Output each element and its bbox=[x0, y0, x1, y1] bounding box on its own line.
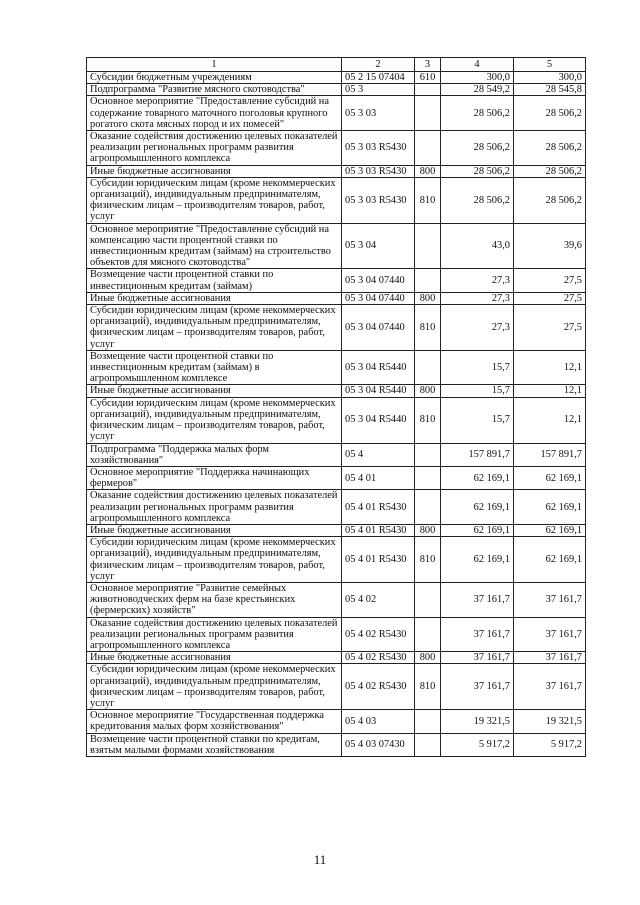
table-row bbox=[87, 177, 586, 223]
row-value-2: 28 506,2 bbox=[514, 177, 586, 223]
row-value-2: 62 169,1 bbox=[514, 490, 586, 525]
table-row bbox=[87, 664, 586, 710]
row-value-2: 12,1 bbox=[514, 397, 586, 443]
row-value-1: 62 169,1 bbox=[441, 537, 514, 583]
row-code: 05 3 04 R5440 bbox=[342, 385, 415, 397]
table-row bbox=[87, 524, 586, 536]
row-name: Оказание содействия достижению целевых показателей реализации региональных программ развития агропромышленного комплекса bbox=[87, 131, 342, 166]
row-code: 05 3 04 07440 bbox=[342, 269, 415, 292]
table-row bbox=[87, 131, 586, 166]
row-type bbox=[415, 269, 441, 292]
page-number: 11 bbox=[313, 852, 327, 867]
table-row bbox=[87, 292, 586, 304]
column-header-2: 2 bbox=[342, 58, 415, 72]
row-value-1: 62 169,1 bbox=[441, 466, 514, 489]
row-code: 05 4 03 07430 bbox=[342, 733, 415, 756]
row-code: 05 3 03 R5430 bbox=[342, 165, 415, 177]
row-type bbox=[415, 733, 441, 756]
budget-table bbox=[86, 57, 586, 757]
row-code: 05 4 bbox=[342, 443, 415, 466]
table-row bbox=[87, 269, 586, 292]
row-value-1: 27,3 bbox=[441, 269, 514, 292]
row-type: 800 bbox=[415, 165, 441, 177]
row-code: 05 3 bbox=[342, 84, 415, 96]
row-value-2: 37 161,7 bbox=[514, 652, 586, 664]
row-name: Основное мероприятие "Предоставление субсидий на содержание товарного маточного поголовья крупного рогатого скота мясных пород и их помесей" bbox=[87, 96, 342, 131]
row-name: Основное мероприятие "Развитие семейных животноводческих ферм на базе крестьянских (фермерских) хозяйств" bbox=[87, 582, 342, 617]
row-code: 05 4 01 R5430 bbox=[342, 524, 415, 536]
row-value-2: 300,0 bbox=[514, 72, 586, 84]
row-code: 05 4 02 R5430 bbox=[342, 664, 415, 710]
table-row bbox=[87, 305, 586, 351]
row-type: 810 bbox=[415, 305, 441, 351]
row-code: 05 3 03 R5430 bbox=[342, 131, 415, 166]
row-value-1: 37 161,7 bbox=[441, 652, 514, 664]
row-value-2: 27,5 bbox=[514, 269, 586, 292]
row-code: 05 2 15 07404 bbox=[342, 72, 415, 84]
row-name: Субсидии юридическим лицам (кроме некоммерческих организаций), индивидуальным предпринимателям, физическим лицам – производителям товаров, работ, услуг bbox=[87, 397, 342, 443]
row-name: Оказание содействия достижению целевых показателей реализации региональных программ развития агропромышленного комплекса bbox=[87, 617, 342, 652]
table-row bbox=[87, 72, 586, 84]
table-row bbox=[87, 537, 586, 583]
row-value-2: 37 161,7 bbox=[514, 664, 586, 710]
row-value-1: 37 161,7 bbox=[441, 664, 514, 710]
column-header-4: 4 bbox=[441, 58, 514, 72]
table-row bbox=[87, 397, 586, 443]
row-type bbox=[415, 466, 441, 489]
row-code: 05 3 04 R5440 bbox=[342, 350, 415, 385]
row-name: Иные бюджетные ассигнования bbox=[87, 524, 342, 536]
row-value-2: 12,1 bbox=[514, 385, 586, 397]
row-value-2: 12,1 bbox=[514, 350, 586, 385]
row-type bbox=[415, 582, 441, 617]
table-row bbox=[87, 710, 586, 733]
row-value-1: 300,0 bbox=[441, 72, 514, 84]
table-row bbox=[87, 582, 586, 617]
row-name: Иные бюджетные ассигнования bbox=[87, 385, 342, 397]
row-name: Подпрограмма "Поддержка малых форм хозяйствования" bbox=[87, 443, 342, 466]
row-code: 05 3 04 07440 bbox=[342, 292, 415, 304]
row-name: Субсидии бюджетным учреждениям bbox=[87, 72, 342, 84]
row-value-2: 37 161,7 bbox=[514, 582, 586, 617]
row-name: Субсидии юридическим лицам (кроме некоммерческих организаций), индивидуальным предпринимателям, физическим лицам – производителям товаров, работ, услуг bbox=[87, 537, 342, 583]
row-name: Основное мероприятие "Предоставление субсидий на компенсацию части процентной ставки по инвестиционным кредитам (займам) на строительство объектов для мясного скотоводства" bbox=[87, 223, 342, 269]
row-type bbox=[415, 96, 441, 131]
row-type bbox=[415, 710, 441, 733]
row-value-2: 28 545,8 bbox=[514, 84, 586, 96]
row-type: 800 bbox=[415, 292, 441, 304]
row-name: Возмещение части процентной ставки по кредитам, взятым малыми формами хозяйствования bbox=[87, 733, 342, 756]
row-value-1: 28 506,2 bbox=[441, 177, 514, 223]
table-row bbox=[87, 652, 586, 664]
table-row bbox=[87, 617, 586, 652]
row-type bbox=[415, 350, 441, 385]
row-value-1: 27,3 bbox=[441, 305, 514, 351]
row-name: Субсидии юридическим лицам (кроме некоммерческих организаций), индивидуальным предпринимателям, физическим лицам – производителям товаров, работ, услуг bbox=[87, 177, 342, 223]
table-row bbox=[87, 466, 586, 489]
row-name: Возмещение части процентной ставки по инвестиционным кредитам (займам) в агропромышленном комплексе bbox=[87, 350, 342, 385]
row-value-2: 28 506,2 bbox=[514, 96, 586, 131]
row-value-2: 28 506,2 bbox=[514, 131, 586, 166]
row-name: Основное мероприятие "Поддержка начинающих фермеров" bbox=[87, 466, 342, 489]
row-code: 05 4 02 bbox=[342, 582, 415, 617]
row-value-2: 37 161,7 bbox=[514, 617, 586, 652]
column-header-5: 5 bbox=[514, 58, 586, 72]
row-value-1: 28 506,2 bbox=[441, 96, 514, 131]
row-name: Подпрограмма "Развитие мясного скотоводства" bbox=[87, 84, 342, 96]
row-value-1: 62 169,1 bbox=[441, 490, 514, 525]
row-code: 05 4 01 bbox=[342, 466, 415, 489]
row-value-1: 28 549,2 bbox=[441, 84, 514, 96]
row-value-1: 157 891,7 bbox=[441, 443, 514, 466]
row-type bbox=[415, 223, 441, 269]
row-code: 05 3 04 R5440 bbox=[342, 397, 415, 443]
row-type: 810 bbox=[415, 397, 441, 443]
header-row bbox=[87, 58, 586, 72]
row-type: 800 bbox=[415, 524, 441, 536]
row-type bbox=[415, 443, 441, 466]
row-value-2: 27,5 bbox=[514, 292, 586, 304]
table-row bbox=[87, 350, 586, 385]
row-value-2: 5 917,2 bbox=[514, 733, 586, 756]
row-value-1: 27,3 bbox=[441, 292, 514, 304]
row-value-1: 28 506,2 bbox=[441, 165, 514, 177]
row-name: Иные бюджетные ассигнования bbox=[87, 292, 342, 304]
row-value-2: 62 169,1 bbox=[514, 537, 586, 583]
column-header-3: 3 bbox=[415, 58, 441, 72]
column-header-1: 1 bbox=[87, 58, 342, 72]
row-value-2: 19 321,5 bbox=[514, 710, 586, 733]
row-name: Иные бюджетные ассигнования bbox=[87, 165, 342, 177]
row-name: Субсидии юридическим лицам (кроме некоммерческих организаций), индивидуальным предпринимателям, физическим лицам – производителям товаров, работ, услуг bbox=[87, 664, 342, 710]
row-code: 05 4 02 R5430 bbox=[342, 617, 415, 652]
row-type bbox=[415, 490, 441, 525]
row-code: 05 3 03 bbox=[342, 96, 415, 131]
row-value-2: 62 169,1 bbox=[514, 524, 586, 536]
row-type bbox=[415, 131, 441, 166]
row-value-1: 19 321,5 bbox=[441, 710, 514, 733]
row-type: 800 bbox=[415, 652, 441, 664]
row-value-1: 15,7 bbox=[441, 350, 514, 385]
table-row bbox=[87, 223, 586, 269]
row-name: Субсидии юридическим лицам (кроме некоммерческих организаций), индивидуальным предпринимателям, физическим лицам – производителям товаров, работ, услуг bbox=[87, 305, 342, 351]
row-value-2: 28 506,2 bbox=[514, 165, 586, 177]
row-code: 05 3 04 07440 bbox=[342, 305, 415, 351]
table-row bbox=[87, 490, 586, 525]
row-value-1: 37 161,7 bbox=[441, 617, 514, 652]
row-type: 810 bbox=[415, 664, 441, 710]
row-name: Возмещение части процентной ставки по инвестиционным кредитам (займам) bbox=[87, 269, 342, 292]
table-row bbox=[87, 96, 586, 131]
row-name: Основное мероприятие "Государственная поддержка кредитования малых форм хозяйствования" bbox=[87, 710, 342, 733]
row-type: 810 bbox=[415, 537, 441, 583]
row-code: 05 4 02 R5430 bbox=[342, 652, 415, 664]
row-value-1: 62 169,1 bbox=[441, 524, 514, 536]
row-code: 05 4 01 R5430 bbox=[342, 537, 415, 583]
row-value-1: 43,0 bbox=[441, 223, 514, 269]
table-row bbox=[87, 733, 586, 756]
row-value-2: 157 891,7 bbox=[514, 443, 586, 466]
row-name: Иные бюджетные ассигнования bbox=[87, 652, 342, 664]
row-value-1: 37 161,7 bbox=[441, 582, 514, 617]
row-code: 05 4 03 bbox=[342, 710, 415, 733]
row-name: Оказание содействия достижению целевых показателей реализации региональных программ развития агропромышленного комплекса bbox=[87, 490, 342, 525]
row-type: 810 bbox=[415, 177, 441, 223]
row-code: 05 4 01 R5430 bbox=[342, 490, 415, 525]
row-type bbox=[415, 617, 441, 652]
row-code: 05 3 04 bbox=[342, 223, 415, 269]
row-value-1: 28 506,2 bbox=[441, 131, 514, 166]
table-row bbox=[87, 84, 586, 96]
row-value-2: 39,6 bbox=[514, 223, 586, 269]
row-value-1: 5 917,2 bbox=[441, 733, 514, 756]
row-value-2: 62 169,1 bbox=[514, 466, 586, 489]
table-row bbox=[87, 443, 586, 466]
row-type bbox=[415, 84, 441, 96]
row-value-1: 15,7 bbox=[441, 385, 514, 397]
row-value-2: 27,5 bbox=[514, 305, 586, 351]
row-type: 800 bbox=[415, 385, 441, 397]
table-row bbox=[87, 165, 586, 177]
row-value-1: 15,7 bbox=[441, 397, 514, 443]
row-code: 05 3 03 R5430 bbox=[342, 177, 415, 223]
table-row bbox=[87, 385, 586, 397]
row-type: 610 bbox=[415, 72, 441, 84]
